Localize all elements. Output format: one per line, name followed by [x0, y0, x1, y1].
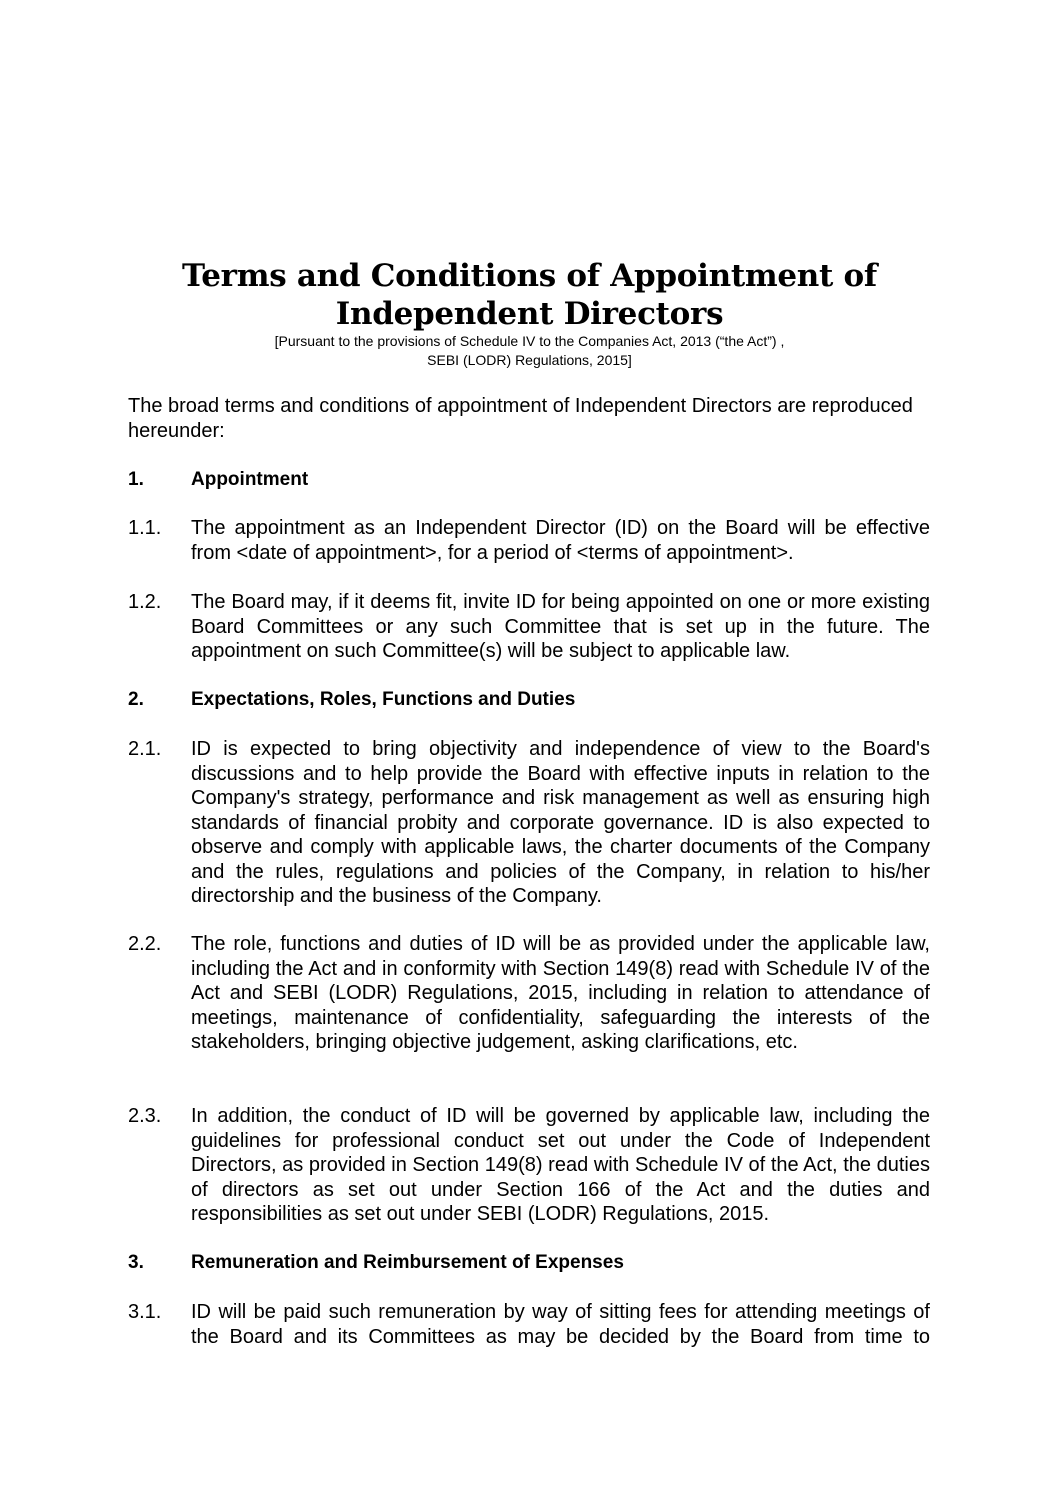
clause-number: 1.1. [128, 517, 162, 539]
clause-2-2 [128, 932, 938, 1055]
document-title-line-2: Independent Directors [335, 296, 724, 332]
clause-number: 2.2. [128, 933, 162, 955]
clause-1-2 [128, 590, 938, 664]
clause-1-1 [128, 516, 938, 565]
clause-text: The appointment as an Independent Director (ID) on the Board will be effective from <date of appointment>, for a period of <terms of appointment>. [191, 517, 930, 564]
clause-2-1 [128, 737, 938, 909]
clause-text: In addition, the conduct of ID will be governed by applicable law, including the guidelines for professional conduct set out under the Code of Independent Directors, as provided in Section 149(8) read with Schedule IV of the Act, the duties of directors as set out under Section 166 of the Act and the duties and responsibilities as set out under SEBI (LODR) Regulations, 2015. [191, 1105, 930, 1225]
document-title-line-1: Terms and Conditions of Appointment of [182, 258, 877, 294]
clause-text: The role, functions and duties of ID will be as provided under the applicable law, including the Act and in conformity with Section 149(8) read with Schedule IV of the Act and SEBI (LODR) Regulations, 2015, including in relation to attendance of meetings, maintenance of confidentiality, safeguarding the interests of the stakeholders, bringing objective judgement, asking clarifications, etc. [191, 933, 930, 1053]
section-number: 2. [128, 689, 144, 710]
clause-number: 1.2. [128, 591, 162, 613]
document-subtitle-line-1: [Pursuant to the provisions of Schedule IV to the Companies Act, 2013 (“the Act”) , [274, 333, 785, 349]
clause-3-1 [128, 1300, 938, 1349]
clause-2-3 [128, 1104, 938, 1227]
section-number: 1. [128, 469, 144, 490]
section-title: Remuneration and Reimbursement of Expenses [191, 1252, 624, 1273]
clause-number: 2.1. [128, 738, 162, 760]
clause-number: 3.1. [128, 1301, 162, 1323]
section-title: Expectations, Roles, Functions and Duties [191, 689, 576, 710]
clause-text: ID will be paid such remuneration by way of sitting fees for attending meetings of the Board and its Committees as may be decided by the Board from time to [191, 1301, 930, 1348]
section-title: Appointment [191, 469, 309, 490]
document-subtitle-line-2: SEBI (LODR) Regulations, 2015] [427, 352, 632, 368]
section-number: 3. [128, 1252, 144, 1273]
clause-number: 2.3. [128, 1105, 162, 1127]
clause-text: The Board may, if it deems fit, invite ID for being appointed on one or more existing Board Committees or any such Committee that is set up in the future. The appointment on such Committee(s) will be subject to applicable law. [191, 591, 930, 662]
intro-paragraph: The broad terms and conditions of appointment of Independent Directors are reproduced hereunder: [128, 395, 913, 442]
clause-text: ID is expected to bring objectivity and independence of view to the Board's discussions and to help provide the Board with effective inputs in relation to the Company's strategy, performance and risk management as well as ensuring high standards of financial probity and corporate governance. ID is also expected to observe and comply with applicable laws, the charter documents of the Company and the rules, regulations and policies of the Company, in relation to his/her directorship and the business of the Company. [191, 738, 930, 907]
